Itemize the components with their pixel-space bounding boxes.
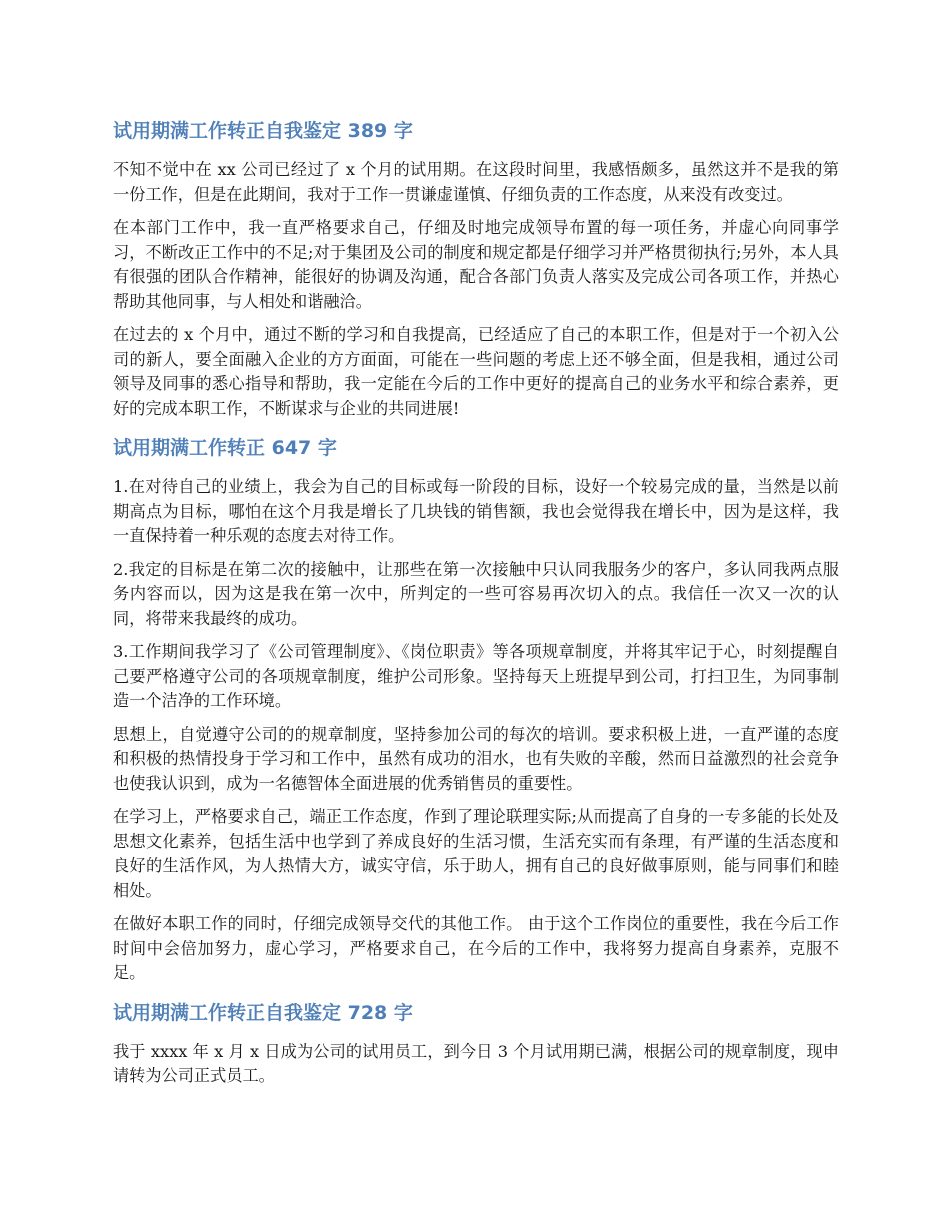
paragraph: 在本部门工作中，我一直严格要求自己，仔细及时地完成领导布置的每一项任务，并虚心向同事学习，不断改正工作中的不足;对于集团及公司的制度和规定都是仔细学习并严格贯彻执行;另外，本人具有很强的团队合作精神，能很好的协调及沟通，配合各部门负责人落实及完成公司各项工作，并热心帮助其他同事，与人相处和谐融洽。 bbox=[113, 218, 839, 311]
paragraph: 在做好本职工作的同时，仔细完成领导交代的其他工作。 由于这个工作岗位的重要性，我在今后工作时间中会倍加努力，虚心学习，严格要求自己，在今后的工作中，我将努力提高自身素养，克服不足。 bbox=[113, 914, 839, 982]
paragraph: 在过去的 x 个月中，通过不断的学习和自我提高，已经适应了自己的本职工作，但是对于一个初入公司的新人，要全面融入企业的方方面面，可能在一些问题的考虑上还不够全面，但是我相，通过公司领导及同事的悉心指导和帮助，我一定能在今后的工作中更好的提高自己的业务水平和综合素养，更好的完成本职工作，不断谋求与企业的共同进展! bbox=[113, 325, 839, 418]
paragraph: 2.我定的目标是在第二次的接触中，让那些在第一次接触中只认同我服务少的客户，多认同我两点服务内容而以，因为这是我在第一次中，所判定的一些可容易再次切入的点。我信任一次又一次的认同，将带来我最终的成功。 bbox=[113, 559, 839, 628]
paragraph: 3.工作期间我学习了《公司管理制度》、《岗位职责》等各项规章制度，并将其牢记于心，时刻提醒自己要严格遵守公司的各项规章制度，维护公司形象。坚持每天上班提早到公司，打扫卫生，为同事制造一个洁净的工作环境。 bbox=[113, 642, 839, 710]
paragraph: 不知不觉中在 xx 公司已经过了 x 个月的试用期。在这段时间里，我感悟颇多，虽然这并不是我的第一份工作，但是在此期间，我对于工作一贯谦虚谨慎、仔细负责的工作态度，从来没有改变过。 bbox=[113, 160, 839, 204]
document-page bbox=[113, 118, 839, 1089]
paragraph: 1.在对待自己的业绩上，我会为自己的目标或每一阶段的目标，设好一个较易完成的量，当然是以前期高点为目标，哪怕在这个月我是增长了几块钱的销售额，我也会觉得我在增长中，因为是这样，我一直保持着一种乐观的态度去对待工作。 bbox=[113, 477, 839, 545]
paragraph: 在学习上，严格要求自己，端正工作态度，作到了理论联理实际;从而提高了自身的一专多能的长处及思想文化素养，包括生活中也学到了养成良好的生活习惯，生活充实而有条理，有严谨的生活态度和良好的生活作风，为人热情大方，诚实守信，乐于助人，拥有自己的良好做事原则，能与同事们和睦相处。 bbox=[113, 807, 839, 900]
section-heading: 试用期满工作转正 647 字 bbox=[113, 437, 337, 459]
section-heading: 试用期满工作转正自我鉴定 389 字 bbox=[113, 120, 413, 142]
section-heading: 试用期满工作转正自我鉴定 728 字 bbox=[113, 1001, 413, 1024]
paragraph: 我于 xxxx 年 x 月 x 日成为公司的试用员工，到今日 3 个月试用期已满，根据公司的规章制度，现申请转为公司正式员工。 bbox=[113, 1041, 839, 1085]
paragraph: 思想上，自觉遵守公司的的规章制度，坚持参加公司的每次的培训。要求积极上进，一直严谨的态度和积极的热情投身于学习和工作中，虽然有成功的泪水，也有失败的辛酸，然而日益激烈的社会竞争也使我认识到，成为一名德智体全面进展的优秀销售员的重要性。 bbox=[113, 724, 839, 793]
